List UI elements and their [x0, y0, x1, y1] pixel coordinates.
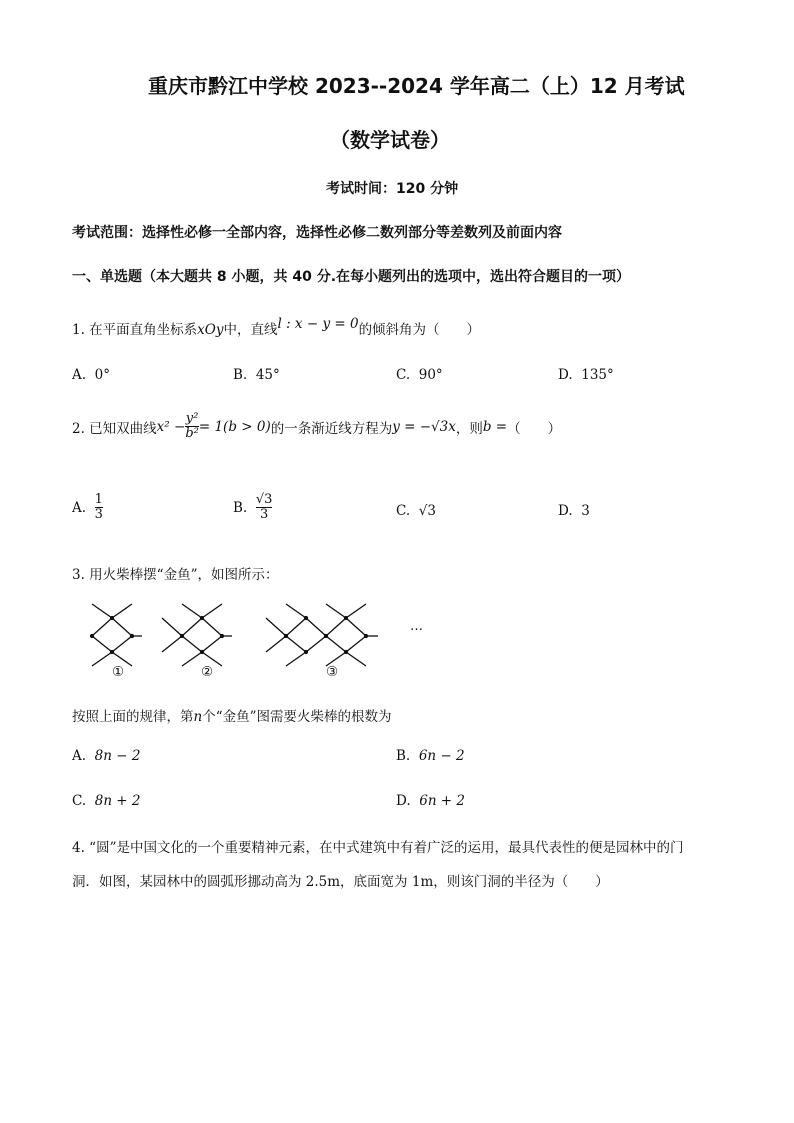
option-letter: A. [72, 367, 87, 383]
q2-option-c[interactable] [396, 503, 436, 519]
q2-text-d: （ ） [507, 420, 562, 437]
option-text: 135° [581, 367, 614, 383]
question-4-line-2: 洞．如图，某园林中的圆弧形挪动高为 2.5m，底面宽为 1m，则该门洞的半径为（ ） [72, 874, 609, 890]
q1-text-a: 1. 在平面直角坐标系 [72, 322, 198, 338]
q3-option-a[interactable] [72, 748, 140, 764]
option-text: 6n + 2 [419, 793, 466, 809]
option-text: 45° [255, 367, 280, 383]
option-letter: C. [72, 793, 87, 809]
option-text: 90° [418, 367, 443, 383]
exam-subtitle: （数学试卷） [330, 128, 450, 152]
exam-time: 考试时间：120 分钟 [326, 181, 459, 197]
q2-numerator: y² [185, 411, 199, 426]
exam-title: 重庆市黔江中学校 2023--2024 学年高二（上）12 月考试 [148, 74, 685, 98]
option-letter: C. [396, 367, 411, 383]
q1-text-b: 中，直线 [223, 322, 278, 338]
q2-eq-x2: x² − [156, 418, 186, 435]
q2-text-a: 2. 已知双曲线 [72, 420, 157, 437]
question-3-stem: 3. 用火柴棒摆“金鱼”，如图所示： [72, 567, 279, 583]
q3-option-b[interactable] [396, 748, 465, 764]
matchstick-goldfish-figure [80, 596, 440, 686]
q1-text-c: 的倾斜角为（ ） [358, 322, 481, 338]
q1-line-equation: l : x − y = 0 [277, 316, 359, 332]
question-1-stem [72, 318, 480, 338]
option-letter: C. [396, 503, 411, 519]
q1-var: xOy [197, 322, 224, 338]
question-2-stem [72, 412, 561, 441]
option-fraction [256, 493, 273, 522]
option-letter: A. [72, 499, 87, 516]
q2-option-b[interactable] [233, 493, 272, 522]
q2-denominator: b² [185, 426, 199, 441]
q1-option-a[interactable] [72, 367, 110, 383]
option-letter: B. [233, 499, 248, 516]
option-letter: D. [558, 367, 573, 383]
question-3-rule [72, 705, 392, 725]
q2-option-d[interactable] [558, 503, 590, 519]
q2-fraction [185, 412, 199, 441]
option-fraction [95, 493, 103, 522]
q1-option-c[interactable] [396, 367, 443, 383]
q2-text-b: 的一条渐近线方程为 [270, 420, 393, 437]
section-heading: 一、单选题（本大题共 8 小题，共 40 分.在每小题列出的选项中，选出符合题目的一项） [72, 269, 631, 285]
figure-label-1: ① [112, 664, 125, 680]
option-letter: D. [396, 793, 411, 809]
q2-eq-rest: = 1(b > 0) [198, 418, 271, 435]
exam-scope: 考试范围：选择性必修一全部内容，选择性必修二数列部分等差数列及前面内容 [72, 225, 562, 241]
option-letter: B. [233, 367, 248, 383]
figure-label-3: ③ [326, 664, 339, 680]
goldfish-1 [91, 604, 143, 666]
fraction-numerator: 1 [94, 492, 103, 507]
option-text: 8n − 2 [94, 748, 141, 764]
option-text: √3 [418, 503, 436, 519]
option-text: 8n + 2 [94, 793, 141, 809]
q3-option-c[interactable] [72, 793, 141, 809]
figure-ellipsis: … [410, 619, 423, 634]
q1-option-b[interactable] [233, 367, 280, 383]
option-text: 3 [581, 503, 590, 519]
q2-text-c: ，则 [455, 420, 483, 437]
figure-label-2: ② [201, 664, 214, 680]
option-letter: A. [72, 748, 87, 764]
q1-option-d[interactable] [558, 367, 614, 383]
option-letter: B. [396, 748, 411, 764]
option-letter: D. [558, 503, 573, 519]
q2-option-a[interactable] [72, 493, 103, 522]
q3-rule-a: 按照上面的规律，第 [72, 709, 194, 725]
question-4-line-1: 4. “圆”是中国文化的一个重要精神元素，在中式建筑中有着广泛的运用，最具代表性的便是园林中的门 [72, 840, 684, 856]
option-text: 0° [94, 367, 110, 383]
goldfish-3 [266, 604, 378, 666]
fraction-numerator: √3 [255, 492, 273, 507]
goldfish-2 [162, 604, 232, 666]
fraction-denominator: 3 [94, 507, 103, 522]
option-text: 6n − 2 [418, 748, 465, 764]
q2-asymptote: y = −√3x [392, 418, 456, 435]
fraction-denominator: 3 [259, 507, 269, 522]
q3-rule-b: 个“金鱼”图需要火柴棒的根数为 [202, 709, 392, 725]
q2-b-eq: b = [482, 418, 508, 435]
q3-option-d[interactable] [396, 793, 465, 809]
q3-rule-n: n [193, 709, 203, 725]
